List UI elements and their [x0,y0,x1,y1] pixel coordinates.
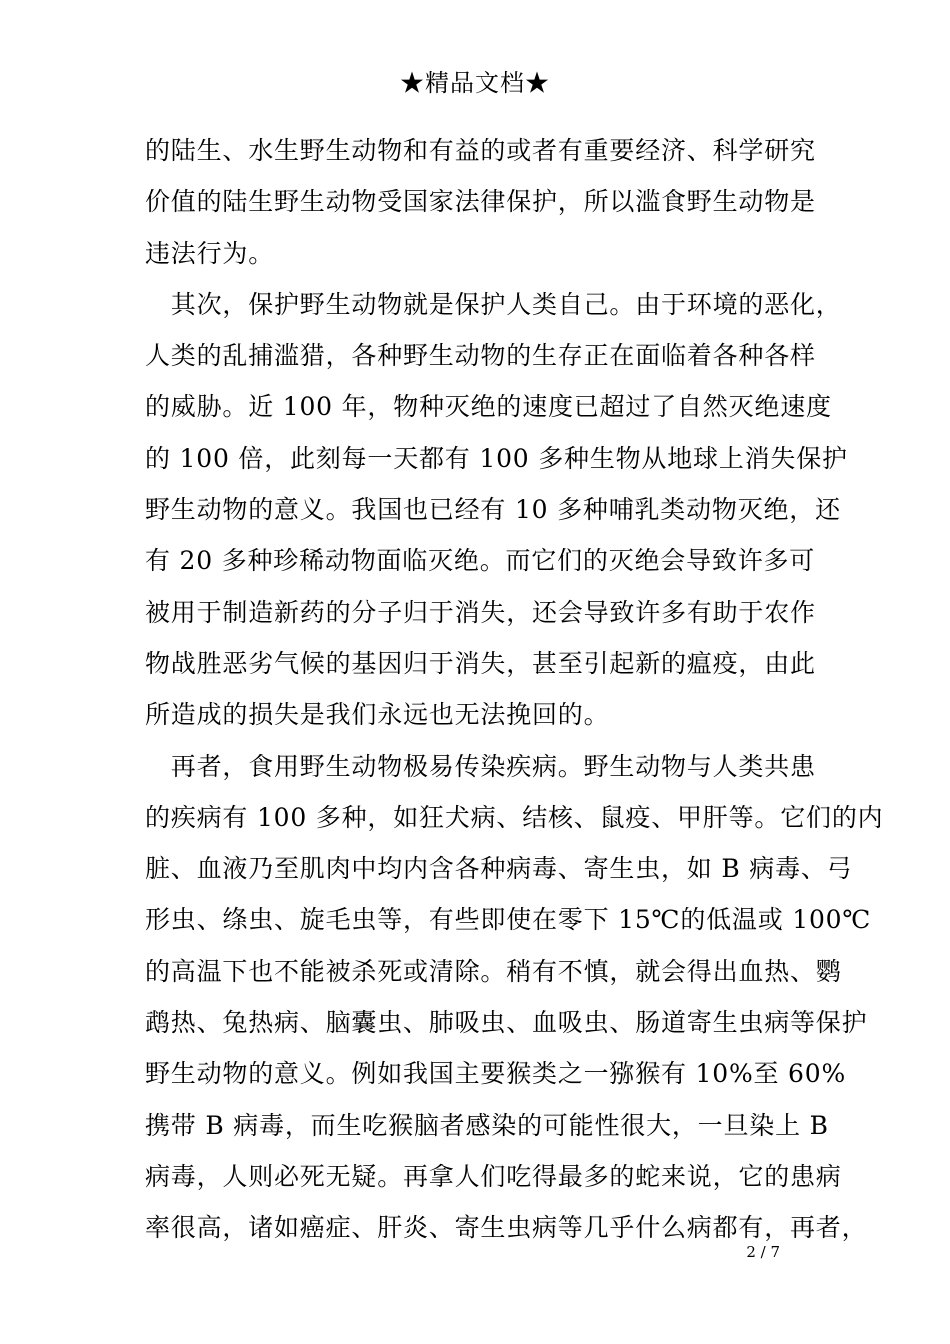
text-line: 物战胜恶劣气候的基因归于消失，甚至引起新的瘟疫，由此 [145,648,816,678]
text-line: 率很高，诸如癌症、肝炎、寄生虫病等几乎什么病都有，再者， [145,1213,868,1243]
text-line: 脏、血液乃至肌肉中均内含各种病毒、寄生虫，如 B 病毒、弓 [145,854,853,884]
text-line: 鹉热、兔热病、脑囊虫、肺吸虫、血吸虫、肠道寄生虫病等保护 [145,1008,868,1038]
text-line: 的高温下也不能被杀死或清除。稍有不慎，就会得出血热、鹦 [145,956,842,986]
text-line: 形虫、绦虫、旋毛虫等，有些即使在零下 15℃的低温或 100℃ [145,905,872,935]
text-line: 野生动物的意义。例如我国主要猴类之一猕猴有 10%至 60% [145,1059,847,1089]
text-line: 再者，食用野生动物极易传染疾病。野生动物与人类共患 [145,751,816,781]
text-line: 价值的陆生野生动物受国家法律保护，所以滥食野生动物是 [145,187,816,217]
page-header-title: ★精品文档★ [400,69,550,97]
text-line: 所造成的损失是我们永远也无法挽回的。 [145,700,610,730]
text-line: 病毒，人则必死无疑。再拿人们吃得最多的蛇来说，它的患病 [145,1161,842,1191]
document-body [145,132,884,1261]
text-line: 的疾病有 100 多种，如狂犬病、结核、鼠疫、甲肝等。它们的内 [145,802,884,832]
text-line: 有 20 多种珍稀动物面临灭绝。而它们的灭绝会导致许多可 [145,546,816,576]
text-line: 其次，保护野生动物就是保护人类自己。由于环境的恶化， [145,289,842,319]
text-line: 的陆生、水生野生动物和有益的或者有重要经济、科学研究 [145,136,816,165]
text-line: 的威胁。近 100 年，物种灭绝的速度已超过了自然灭绝速度 [145,392,832,422]
text-line: 人类的乱捕滥猎，各种野生动物的生存正在面临着各种各样 [145,341,816,371]
text-line: 的 100 倍，此刻每一天都有 100 多种生物从地球上消失保护 [145,443,848,473]
text-line: 违法行为。 [145,238,275,268]
text-line: 野生动物的意义。我国也已经有 10 多种哺乳类动物灭绝，还 [145,495,841,525]
text-line: 被用于制造新药的分子归于消失，还会导致许多有助于农作 [145,597,816,627]
text-line: 携带 B 病毒，而生吃猴脑者感染的可能性很大，一旦染上 B [145,1110,829,1140]
page-number: 2 / 7 [746,1243,780,1261]
